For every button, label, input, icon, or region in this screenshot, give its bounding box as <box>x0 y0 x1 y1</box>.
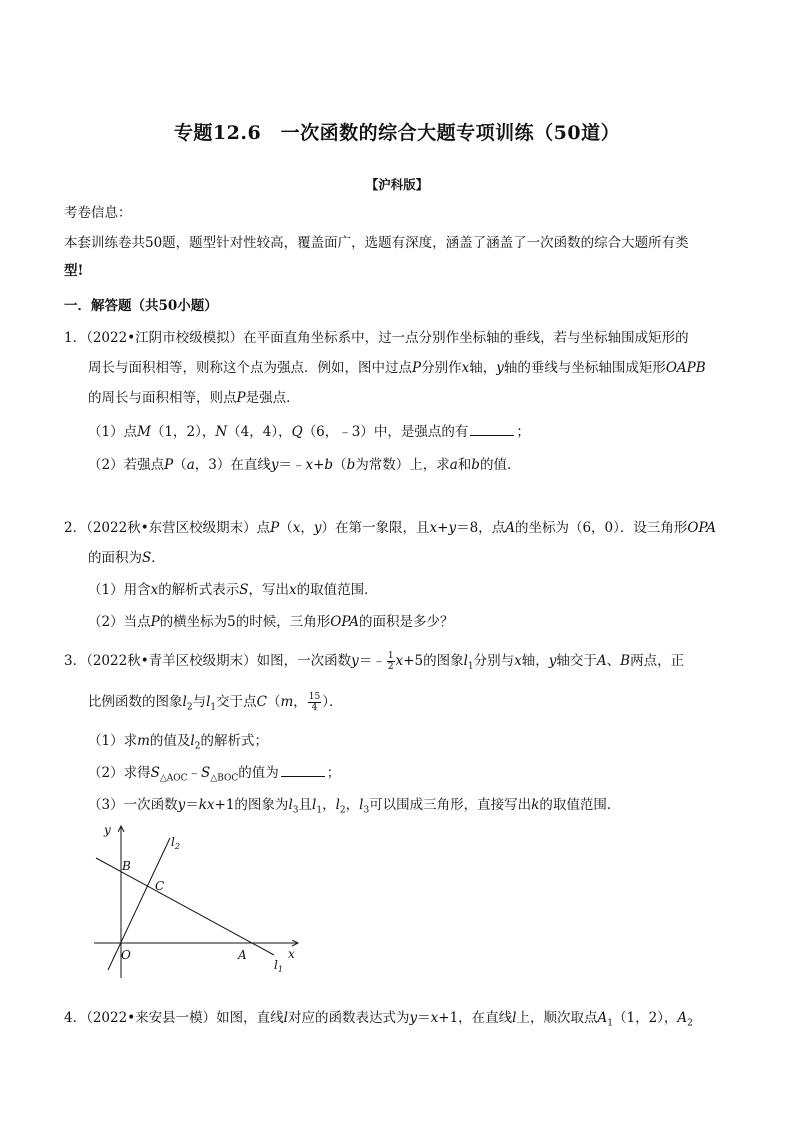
q3-line1: 3．（2022秋•青羊区校级期末）如图，一次函数y＝﹣ $\frac{1}{2}$ x+5的图象$l_1$分别与x轴，y轴交于A、B两点，正 <box>64 651 685 672</box>
q1-sub1: （1）点M（1，2），N（4，4），Q（6，﹣3）中，是强点的有 ； <box>88 418 732 446</box>
q3-line2: 比例函数的图象$l_2$与$l_1$交于点C（m， $\frac{15}{4}$ ）． <box>88 692 343 713</box>
q3-sub2: （2）求得$S_{\triangle AOC}﹣S_{\triangle BOC}$的值为 ； <box>88 759 732 793</box>
q3-sub1: （1）求m的值及$l_2$的解析式； <box>88 733 268 752</box>
q4-number: 4． <box>64 1010 87 1026</box>
q3-sub3: （3）一次函数y＝kx+1的图象为$l_3$且$l_1$，$l_2$，$l_3$可以围成三角形，直接写出k的取值范围． <box>88 797 621 816</box>
q3-number: 3． <box>64 653 87 669</box>
label-O: O <box>121 948 131 962</box>
q1-number: 1． <box>64 330 87 346</box>
section-heading: 一．解答题（共50小题） <box>64 298 218 314</box>
intro-text-line1: 本套训练卷共50题，题型针对性较高，覆盖面广，选题有深度，涵盖了涵盖了一次函数的综合大题所有类 <box>64 235 689 251</box>
fraction-fifteen-fourths: $\frac{15}{4}$ <box>308 692 321 713</box>
label-A: A <box>238 948 247 962</box>
q3-figure <box>84 818 314 980</box>
q2-sub2: （2）当点P的横坐标为5的时候，三角形OPA的面积是多少？ <box>88 614 454 630</box>
page-title: 专题12.6 一次函数的综合大题专项训练（50道） <box>173 122 621 144</box>
intro-label: 考卷信息： <box>64 205 132 221</box>
q1-source: （2022•江阴市校级模拟） <box>86 330 244 346</box>
q4-source: （2022•来安县一模） <box>86 1010 217 1026</box>
answer-blank <box>281 762 325 777</box>
answer-blank <box>470 421 514 436</box>
q2-sub1: （1）用含x的解析式表示S，写出x的取值范围． <box>88 582 378 598</box>
fraction-one-half: $\frac{1}{2}$ <box>387 651 394 672</box>
q2-number: 2． <box>64 520 87 536</box>
intro-text-line2: 型! <box>64 263 84 279</box>
q3-source: （2022秋•青羊区校级期末） <box>86 653 257 669</box>
label-B: B <box>122 859 131 873</box>
label-C: C <box>155 879 165 893</box>
label-x: x <box>288 947 295 961</box>
q1-line1: 1．（2022•江阴市校级模拟）在平面直角坐标系中，过一点分别作坐标轴的垂线，若与坐标轴围成矩形的 <box>64 330 689 346</box>
label-l2: $l_2$ <box>171 835 180 851</box>
line-l2 <box>108 838 170 970</box>
q2-source: （2022秋•东营区校级期末） <box>86 520 257 536</box>
q1-line3: 的周长与面积相等，则点P是强点． <box>88 390 300 406</box>
label-y: y <box>104 823 111 837</box>
q2-line2: 的面积为S． <box>88 550 165 566</box>
edition-label: 【沪科版】 <box>365 177 429 192</box>
q2-line1: 2．（2022秋•东营区校级期末）点P（x，y）在第一象限，且x+y＝8，点A的坐标为（6，0）．设三角形OPA <box>64 520 717 536</box>
q1-line2: 周长与面积相等，则称这个点为强点．例如，图中过点P分别作x轴，y轴的垂线与坐标轴围成矩形OAPB <box>88 360 706 376</box>
q4-line1: 4．（2022•来安县一模）如图，直线l对应的函数表达式为y＝x+1，在直线l上，顺次取点$A_1(1$，2），$A_2$ <box>64 1010 693 1029</box>
q1-sub2: （2）若强点P（a，3）在直线y＝﹣x+b（b为常数）上，求a和b的值． <box>88 457 521 473</box>
label-l1: $l_1$ <box>274 958 283 974</box>
